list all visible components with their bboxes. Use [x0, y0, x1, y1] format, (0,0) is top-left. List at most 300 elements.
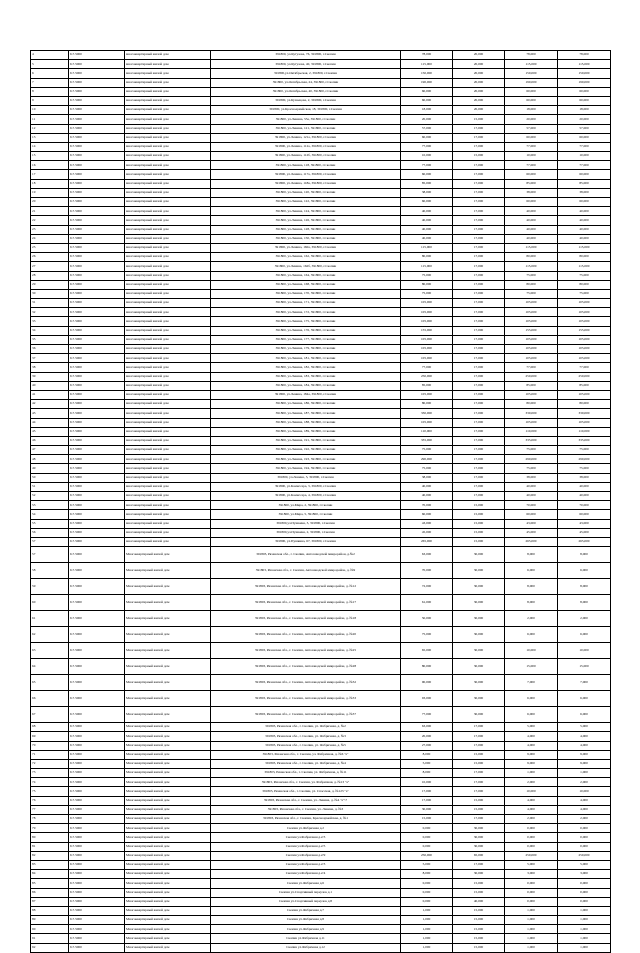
value-cell-2: 20,000	[453, 69, 505, 78]
value-cell-3: 105,000	[505, 418, 558, 427]
row-number-cell: 21	[31, 207, 69, 216]
type-cell: Многоквартирный жилой дом	[125, 595, 211, 611]
code-cell: 6.7.5000	[69, 519, 125, 528]
value-cell-3: 1,000	[505, 769, 558, 778]
value-cell-2: 30,000	[453, 595, 505, 611]
value-cell-2: 15,000	[453, 934, 505, 943]
type-cell: многоквартирный жилой дом	[125, 78, 211, 87]
type-cell: многоквартирный жилой дом	[125, 482, 211, 491]
address-cell: 391803, Рязанская обл., г. Скопин, ул. Фабричная, д. №2	[211, 723, 401, 732]
value-cell-1: 40,000	[401, 216, 453, 225]
value-cell-3: 8,000	[505, 547, 558, 563]
type-cell: многоквартирный жилой дом	[125, 234, 211, 243]
table-row	[31, 253, 611, 262]
value-cell-2: 17,000	[453, 455, 505, 464]
table-row	[31, 611, 611, 627]
address-cell: 391800, ул.Ленина, 121, 391800, г.Скопин	[211, 124, 401, 133]
code-cell: 6.7.5000	[69, 345, 125, 354]
value-cell-2: 20,000	[453, 96, 505, 105]
table-row	[31, 133, 611, 142]
value-cell-3: 85,000	[505, 179, 558, 188]
value-cell-2: 15,000	[453, 501, 505, 510]
table-row	[31, 436, 611, 445]
address-cell: 391803, Рязанская обл., г. Скопин, ул. Фабричная, д. №6 "а"	[211, 750, 401, 759]
value-cell-2: 17,000	[453, 778, 505, 787]
row-number-cell: 57	[31, 537, 69, 546]
value-cell-2: 15,000	[453, 943, 505, 952]
address-cell: 391800, ул.Ленина, 53а, 391800, г.Скопин	[211, 115, 401, 124]
type-cell: многоквартирный жилой дом	[125, 400, 211, 409]
value-cell-3: 1,000	[505, 934, 558, 943]
value-cell-4: 78,000	[558, 51, 611, 60]
row-number-cell: 80	[31, 833, 69, 842]
code-cell: 6.7.5000	[69, 851, 125, 860]
value-cell-1: 1,000	[401, 934, 453, 943]
value-cell-3: 0,000	[505, 833, 558, 842]
value-cell-3: 105,000	[505, 308, 558, 317]
value-cell-2: 17,000	[453, 464, 505, 473]
code-cell: 6.7.5000	[69, 78, 125, 87]
type-cell: многоквартирный жилой дом	[125, 492, 211, 501]
value-cell-2: 17,000	[453, 723, 505, 732]
value-cell-2: 30,000	[453, 563, 505, 579]
table-row	[31, 381, 611, 390]
type-cell: многоквартирный жилой дом	[125, 363, 211, 372]
value-cell-2: 15,000	[453, 925, 505, 934]
address-cell: Скопин ул.Спортивный переулок д.1	[211, 888, 401, 897]
code-cell: 6.7.5000	[69, 563, 125, 579]
address-cell: 391800, ул.Ленина, 193, 391800, г.Скопин	[211, 455, 401, 464]
table-row	[31, 860, 611, 869]
value-cell-3: 85,000	[505, 381, 558, 390]
address-cell: 391803, Рязанская обл., г. Скопин, ул. Ленина, д. №4 "а"\7	[211, 796, 401, 805]
address-cell: 391803, Рязанская обл., г. Скопин, ул. Ленина, д. №3	[211, 805, 401, 814]
value-cell-2: 20,000	[453, 51, 505, 60]
row-number-cell: 26	[31, 253, 69, 262]
table-row	[31, 390, 611, 399]
type-cell: многоквартирный жилой дом	[125, 271, 211, 280]
type-cell: Многоквартирный жилой дом	[125, 563, 211, 579]
table-row	[31, 216, 611, 225]
row-number-cell: 35	[31, 335, 69, 344]
value-cell-4: 155,000	[558, 326, 611, 335]
value-cell-4: 105,000	[558, 418, 611, 427]
row-number-cell: 55	[31, 519, 69, 528]
code-cell: 6.7.5000	[69, 418, 125, 427]
value-cell-3: 77,000	[505, 142, 558, 151]
code-cell: 6.7.5000	[69, 446, 125, 455]
value-cell-3: 250,000	[505, 372, 558, 381]
value-cell-1: 77,000	[401, 707, 453, 723]
value-cell-3: 4,000	[505, 805, 558, 814]
code-cell: 6.7.5000	[69, 96, 125, 105]
code-cell: 6.7.5000	[69, 262, 125, 271]
row-number-cell: 32	[31, 308, 69, 317]
row-number-cell: 29	[31, 280, 69, 289]
row-number-cell: 36	[31, 345, 69, 354]
value-cell-2: 17,000	[453, 253, 505, 262]
value-cell-3: 10,000	[505, 787, 558, 796]
row-number-cell: 84	[31, 870, 69, 879]
address-cell: 391803, Рязанская обл., г. Скопин, Автозаводской микрорайон, д. №9	[211, 563, 401, 579]
value-cell-3: 115,000	[505, 243, 558, 252]
value-cell-1: 115,000	[401, 262, 453, 271]
value-cell-1: 1,000	[401, 916, 453, 925]
code-cell: 6.7.5000	[69, 934, 125, 943]
table-row	[31, 501, 611, 510]
type-cell: многоквартирный жилой дом	[125, 501, 211, 510]
code-cell: 6.7.5000	[69, 501, 125, 510]
address-cell: 391800,ул.Октябрьская, 2, 391800, г.Скопин	[211, 69, 401, 78]
row-number-cell: 14	[31, 142, 69, 151]
type-cell: многоквартирный жилой дом	[125, 427, 211, 436]
value-cell-1: 15,000	[401, 815, 453, 824]
value-cell-1: 1,000	[401, 943, 453, 952]
code-cell: 6.7.5000	[69, 243, 125, 252]
type-cell: Многоквартирный жилой дом	[125, 750, 211, 759]
code-cell: 6.7.5000	[69, 537, 125, 546]
row-number-cell: 71	[31, 750, 69, 759]
value-cell-4: 75,000	[558, 464, 611, 473]
value-cell-4: 77,000	[558, 161, 611, 170]
row-number-cell: 44	[31, 418, 69, 427]
value-cell-2: 20,000	[453, 87, 505, 96]
value-cell-3: 9,000	[505, 750, 558, 759]
row-number-cell: 19	[31, 188, 69, 197]
value-cell-4: 4,000	[558, 796, 611, 805]
value-cell-4: 8,000	[558, 547, 611, 563]
code-cell: 6.7.5000	[69, 225, 125, 234]
code-cell: 6.7.5000	[69, 778, 125, 787]
code-cell: 6.7.5000	[69, 769, 125, 778]
row-number-cell: 72	[31, 759, 69, 768]
value-cell-3: 80,000	[505, 400, 558, 409]
type-cell: Многоквартирный жилой дом	[125, 833, 211, 842]
value-cell-3: 105,000	[505, 390, 558, 399]
code-cell: 6.7.5000	[69, 815, 125, 824]
value-cell-3: 4,000	[505, 732, 558, 741]
code-cell: 6.7.5000	[69, 741, 125, 750]
value-cell-2: 30,000	[453, 579, 505, 595]
address-cell: 391803, Рязанская обл., г. Скопин, Автозаводской микрорайон, д. №28	[211, 659, 401, 675]
value-cell-4: 115,000	[558, 60, 611, 69]
code-cell: 6.7.5000	[69, 455, 125, 464]
value-cell-2: 17,000	[453, 436, 505, 445]
value-cell-2: 15,000	[453, 906, 505, 915]
type-cell: Многоквартирный жилой дом	[125, 796, 211, 805]
table-row	[31, 934, 611, 943]
address-cell: 391800, ул.Ленина, 194, 391800, г.Скопин	[211, 464, 401, 473]
data-table	[30, 50, 611, 953]
value-cell-1: 70,000	[401, 501, 453, 510]
value-cell-2: 17,000	[453, 354, 505, 363]
value-cell-4: 330,000	[558, 409, 611, 418]
value-cell-3: 70,000	[505, 501, 558, 510]
code-cell: 6.7.5000	[69, 824, 125, 833]
table-row	[31, 354, 611, 363]
address-cell: 391800, ул.Ленина, 170, 391800, г.Скопин	[211, 289, 401, 298]
address-cell: 391800, ул.Ленина, 181, 391800, г.Скопин	[211, 354, 401, 363]
type-cell: многоквартирный жилой дом	[125, 96, 211, 105]
row-number-cell: 56	[31, 528, 69, 537]
value-cell-2: 17,000	[453, 262, 505, 271]
value-cell-1: 20,000	[401, 115, 453, 124]
value-cell-3: 75,000	[505, 446, 558, 455]
value-cell-3: 1,000	[505, 943, 558, 952]
value-cell-1: 105,000	[401, 299, 453, 308]
value-cell-1: 10,000	[401, 152, 453, 161]
value-cell-4: 105,000	[558, 390, 611, 399]
row-number-cell: 47	[31, 446, 69, 455]
value-cell-1: 8,000	[401, 870, 453, 879]
value-cell-4: 70,000	[558, 501, 611, 510]
table-row	[31, 289, 611, 298]
type-cell: многоквартирный жилой дом	[125, 354, 211, 363]
row-number-cell: 65	[31, 675, 69, 691]
value-cell-1: 75,000	[401, 464, 453, 473]
type-cell: многоквартирный жилой дом	[125, 409, 211, 418]
value-cell-4: 4,000	[558, 732, 611, 741]
value-cell-4: 60,000	[558, 96, 611, 105]
address-cell: 391800, ул.Ленина, 191, 391800, г.Скопин	[211, 436, 401, 445]
value-cell-2: 17,000	[453, 207, 505, 216]
value-cell-2: 30,000	[453, 611, 505, 627]
code-cell: 6.7.5000	[69, 659, 125, 675]
value-cell-3: 2,000	[505, 611, 558, 627]
code-cell: 6.7.5000	[69, 253, 125, 262]
code-cell: 6.7.5000	[69, 595, 125, 611]
value-cell-1: 57,000	[401, 124, 453, 133]
type-cell: многоквартирный жилой дом	[125, 418, 211, 427]
table-row	[31, 464, 611, 473]
code-cell: 6.7.5000	[69, 198, 125, 207]
value-cell-3: 110,000	[505, 427, 558, 436]
value-cell-4: 0,000	[558, 824, 611, 833]
table-row	[31, 96, 611, 105]
row-number-cell: 52	[31, 492, 69, 501]
code-cell: 6.7.5000	[69, 627, 125, 643]
value-cell-3: 80,000	[505, 253, 558, 262]
value-cell-3: 6,000	[505, 627, 558, 643]
value-cell-2: 30,000	[453, 833, 505, 842]
value-cell-2: 30,000	[453, 643, 505, 659]
table-row	[31, 78, 611, 87]
type-cell: Многоквартирный жилой дом	[125, 707, 211, 723]
value-cell-1: 43,000	[401, 519, 453, 528]
value-cell-4: 80,000	[558, 400, 611, 409]
value-cell-3: 2,000	[505, 778, 558, 787]
row-number-cell: 10	[31, 106, 69, 115]
value-cell-4: 10,000	[558, 152, 611, 161]
address-cell: 391800, ул.Кутузова, 40, 391800, г.Скопин	[211, 60, 401, 69]
value-cell-4: 0,000	[558, 897, 611, 906]
table-row	[31, 627, 611, 643]
table-row	[31, 723, 611, 732]
row-number-cell: 8	[31, 87, 69, 96]
value-cell-4: 60,000	[558, 510, 611, 519]
code-cell: 6.7.5000	[69, 115, 125, 124]
value-cell-1: 8,000	[401, 750, 453, 759]
value-cell-4: 80,000	[558, 280, 611, 289]
value-cell-2: 17,000	[453, 299, 505, 308]
code-cell: 6.7.5000	[69, 427, 125, 436]
table-row	[31, 427, 611, 436]
value-cell-3: 4,000	[505, 796, 558, 805]
table-row	[31, 870, 611, 879]
type-cell: Многоквартирный жилой дом	[125, 870, 211, 879]
address-cell: 391803, Рязанская обл., г. Скопин, ул. Фабричная, д. №4	[211, 759, 401, 768]
type-cell: многоквартирный жилой дом	[125, 326, 211, 335]
row-number-cell: 30	[31, 289, 69, 298]
row-number-cell: 5	[31, 60, 69, 69]
value-cell-2: 20,000	[453, 106, 505, 115]
address-cell: 391800, ул.Ленина, 175, 391800, г.Скопин	[211, 317, 401, 326]
type-cell: многоквартирный жилой дом	[125, 161, 211, 170]
value-cell-4: 1,000	[558, 916, 611, 925]
type-cell: Многоквартирный жилой дом	[125, 787, 211, 796]
table-row	[31, 234, 611, 243]
value-cell-2: 17,000	[453, 741, 505, 750]
code-cell: 6.7.5000	[69, 925, 125, 934]
value-cell-3: 6,000	[505, 691, 558, 707]
type-cell: Многоквартирный жилой дом	[125, 897, 211, 906]
value-cell-1: 1,000	[401, 925, 453, 934]
value-cell-1: 0,000	[401, 833, 453, 842]
code-cell: 6.7.5000	[69, 870, 125, 879]
code-cell: 6.7.5000	[69, 335, 125, 344]
value-cell-4: 60,000	[558, 133, 611, 142]
address-cell: 391800, ул.Ленина, 188, 391800, г.Скопин	[211, 418, 401, 427]
value-cell-4: 38,000	[558, 188, 611, 197]
value-cell-1: 17,000	[401, 787, 453, 796]
type-cell: многоквартирный жилой дом	[125, 216, 211, 225]
value-cell-3: 38,000	[505, 188, 558, 197]
value-cell-3: 115,000	[505, 262, 558, 271]
value-cell-4: 5,000	[558, 860, 611, 869]
type-cell: многоквартирный жилой дом	[125, 372, 211, 381]
table-row	[31, 547, 611, 563]
type-cell: многоквартирный жилой дом	[125, 335, 211, 344]
code-cell: 6.7.5000	[69, 879, 125, 888]
table-row	[31, 69, 611, 78]
value-cell-4: 105,000	[558, 335, 611, 344]
type-cell: многоквартирный жилой дом	[125, 446, 211, 455]
type-cell: многоквартирный жилой дом	[125, 207, 211, 216]
value-cell-4: 43,000	[558, 519, 611, 528]
value-cell-1: 85,000	[401, 381, 453, 390]
address-cell: 391800, ул.Ленина, 118в, 391800, г.Скопин	[211, 179, 401, 188]
value-cell-1: 93,000	[401, 691, 453, 707]
value-cell-2: 30,000	[453, 675, 505, 691]
table-row	[31, 280, 611, 289]
value-cell-2: 17,000	[453, 326, 505, 335]
code-cell: 6.7.5000	[69, 906, 125, 915]
row-number-cell: 75	[31, 787, 69, 796]
type-cell: Многоквартирный жилой дом	[125, 741, 211, 750]
value-cell-2: 30,000	[453, 842, 505, 851]
address-cell: 391800, ул.Ленина, 184, 391800, г.Скопин	[211, 381, 401, 390]
table-row	[31, 335, 611, 344]
value-cell-1: 78,000	[401, 51, 453, 60]
table-row	[31, 769, 611, 778]
code-cell: 6.7.5000	[69, 390, 125, 399]
address-cell: 391800, ул.Ленина, 160а, 391800, г.Скопин	[211, 243, 401, 252]
code-cell: 6.7.5000	[69, 759, 125, 768]
code-cell: 6.7.5000	[69, 299, 125, 308]
code-cell: 6.7.5000	[69, 473, 125, 482]
type-cell: многоквартирный жилой дом	[125, 198, 211, 207]
row-number-cell: 54	[31, 510, 69, 519]
address-cell: 391800, ул.Ленина, 182, 391800, г.Скопин	[211, 363, 401, 372]
row-number-cell: 51	[31, 482, 69, 491]
value-cell-1: 65,000	[401, 643, 453, 659]
value-cell-4: 9,000	[558, 759, 611, 768]
code-cell: 6.7.5000	[69, 787, 125, 796]
value-cell-2: 17,000	[453, 161, 505, 170]
address-cell: 391800, ул.Ленина, 126, 391800, г.Скопин	[211, 216, 401, 225]
code-cell: 6.7.5000	[69, 842, 125, 851]
code-cell: 6.7.5000	[69, 643, 125, 659]
value-cell-1: 75,000	[401, 271, 453, 280]
row-number-cell: 11	[31, 115, 69, 124]
code-cell: 6.7.5000	[69, 796, 125, 805]
table-row	[31, 732, 611, 741]
row-number-cell: 88	[31, 906, 69, 915]
address-cell: 391800, ул.Ленина, 120, 391800, г.Скопин	[211, 188, 401, 197]
row-number-cell: 62	[31, 627, 69, 643]
value-cell-3: 40,000	[505, 234, 558, 243]
value-cell-3: 60,000	[505, 198, 558, 207]
address-cell: Скопин ул.Фабричная д.12	[211, 943, 401, 952]
address-cell: 391800, ул.Ленина, 177, 391800, г.Скопин	[211, 335, 401, 344]
value-cell-1: 50,000	[401, 611, 453, 627]
type-cell: многоквартирный жилой дом	[125, 390, 211, 399]
address-cell: 391803, Рязанская обл., г. Скопин, Красноармейская, д. №1	[211, 815, 401, 824]
value-cell-2: 17,000	[453, 787, 505, 796]
row-number-cell: 83	[31, 860, 69, 869]
row-number-cell: 69	[31, 732, 69, 741]
value-cell-3: 250,000	[505, 851, 558, 860]
value-cell-4: 6,000	[558, 707, 611, 723]
value-cell-3: 5,000	[505, 860, 558, 869]
address-cell: 391800, ул.Ленина, 164, 391800, г.Скопин	[211, 271, 401, 280]
type-cell: многоквартирный жилой дом	[125, 188, 211, 197]
value-cell-1: 0,000	[401, 879, 453, 888]
value-cell-2: 17,000	[453, 860, 505, 869]
type-cell: Многоквартирный жилой дом	[125, 759, 211, 768]
value-cell-2: 17,000	[453, 308, 505, 317]
value-cell-1: 72,000	[401, 579, 453, 595]
value-cell-4: 75,000	[558, 289, 611, 298]
row-number-cell: 46	[31, 436, 69, 445]
address-cell: 391803, Рязанская обл., г. Скопин, ул. Фабричная, д. №5	[211, 741, 401, 750]
type-cell: многоквартирный жилой дом	[125, 528, 211, 537]
value-cell-3: 60,000	[505, 96, 558, 105]
value-cell-4: 4,000	[558, 741, 611, 750]
row-number-cell: 43	[31, 409, 69, 418]
type-cell: Многоквартирный жилой дом	[125, 805, 211, 814]
value-cell-3: 330,000	[505, 409, 558, 418]
code-cell: 6.7.5000	[69, 170, 125, 179]
table-body	[31, 51, 611, 953]
type-cell: Многоквартирный жилой дом	[125, 934, 211, 943]
address-cell: 391800, ул.Пушкина, 67, 391800, г.Скопин	[211, 537, 401, 546]
row-number-cell: 40	[31, 381, 69, 390]
row-number-cell: 85	[31, 879, 69, 888]
type-cell: многоквартирный жилой дом	[125, 253, 211, 262]
value-cell-2: 15,000	[453, 115, 505, 124]
value-cell-1: 77,000	[401, 363, 453, 372]
